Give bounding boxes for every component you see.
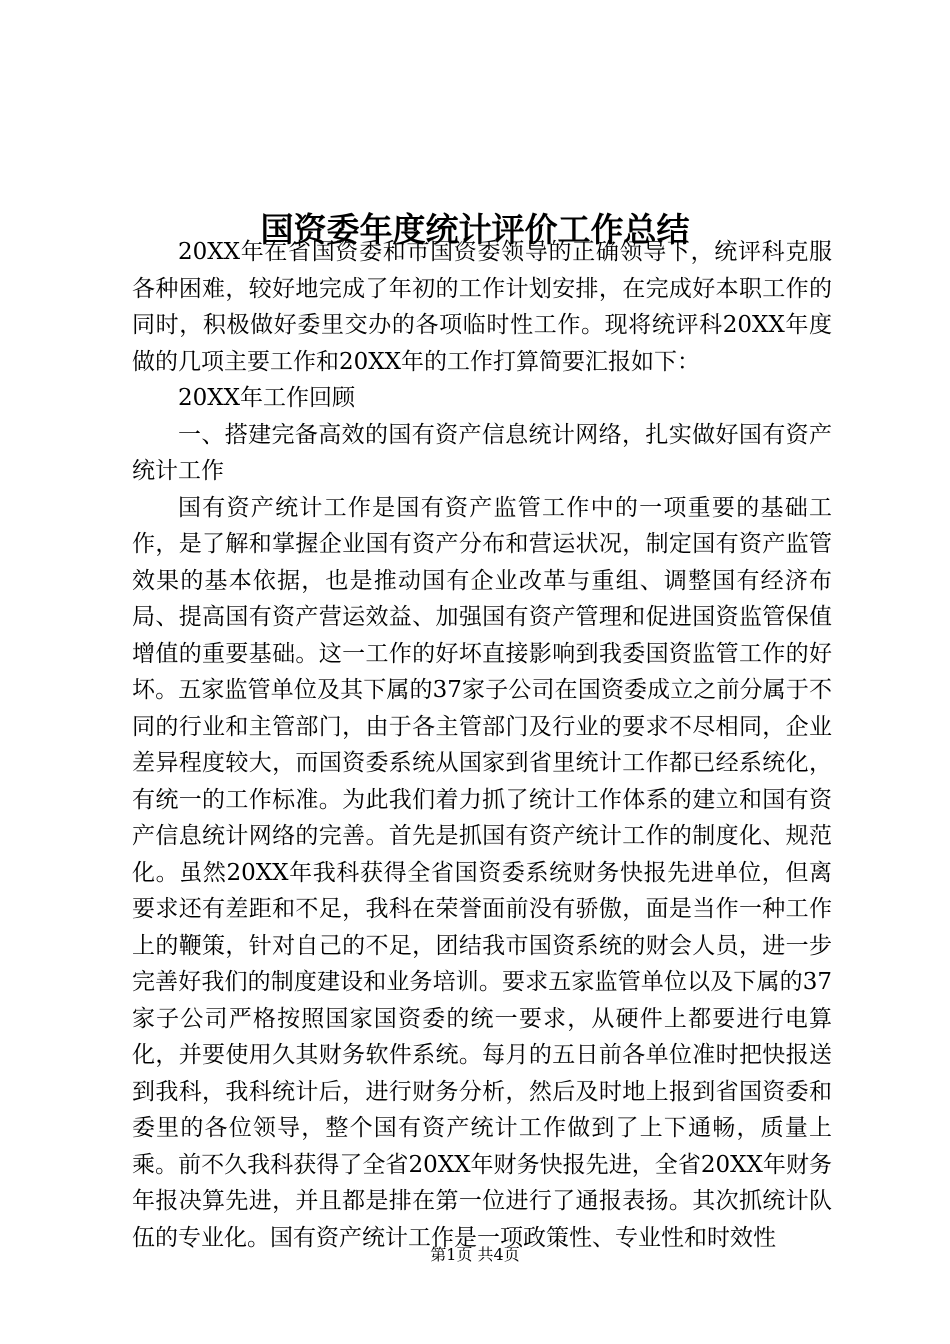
subsection-heading: 一、搭建完备高效的国有资产信息统计网络，扎实做好国有资产统计工作 bbox=[132, 421, 832, 484]
body-paragraph: 国有资产统计工作是国有资产监管工作中的一项重要的基础工作，是了解和掌握企业国有资产分布和营运状况，制定国有资产监管效果的基本依据，也是推动国有企业改革与重组、调整国有经济布局、提高国有资产营运效益、加强国有资产管理和促进国资监管保值增值的重要基础。这一工作的好坏直接影响到我委国资监管工作的好坏。五家监管单位及其下属的37家子公司在国资委成立之前分属于不同的行业和主管部门，由于各主管部门及行业的要求不尽相同，企业差异程度较大，而国资委系统从国家到省里统计工作都已经系统化，有统一的工作标准。为此我们着力抓了统计工作体系的建立和国有资产信息统计网络的完善。首先是抓国有资产统计工作的制度化、规范化。虽然20XX年我科获得全省国资委系统财务快报先进单位，但离要求还有差距和不足，我科在荣誉面前没有骄傲，面是当作一种工作上的鞭策，针对自己的不足，团结我市国资系统的财会人员，进一步完善好我们的制度建设和业务培训。要求五家监管单位以及下属的37家子公司严格按照国家国资委的统一要求，从硬件上都要进行电算化，并要使用久其财务软件系统。每月的五日前各单位准时把快报送到我科，我科统计后，进行财务分析，然后及时地上报到省国资委和委里的各位领导，整个国有资产统计工作做到了上下通畅，质量上乘。前不久我科获得了全省20XX年财务快报先进，全省20XX年财务年报决算先进，并且都是排在第一位进行了通报表扬。其次抓统计队伍的专业化。国有资产统计工作是一项政策性、专业性和时效性 bbox=[132, 494, 832, 1251]
intro-paragraph: 20XX年在省国资委和市国资委领导的正确领导下，统评科克服各种困难，较好地完成了年初的工作计划安排，在完成好本职工作的同时，积极做好委里交办的各项临时性工作。现将统评科20XX年度做的几项主要工作和20XX年的工作打算简要汇报如下： bbox=[132, 239, 832, 375]
page-footer: 第1页 共4页 bbox=[430, 1245, 520, 1264]
document-body bbox=[132, 234, 832, 1256]
section-heading: 20XX年工作回顾 bbox=[178, 385, 356, 411]
document-title: 国资委年度统计评价工作总结 bbox=[260, 210, 690, 250]
